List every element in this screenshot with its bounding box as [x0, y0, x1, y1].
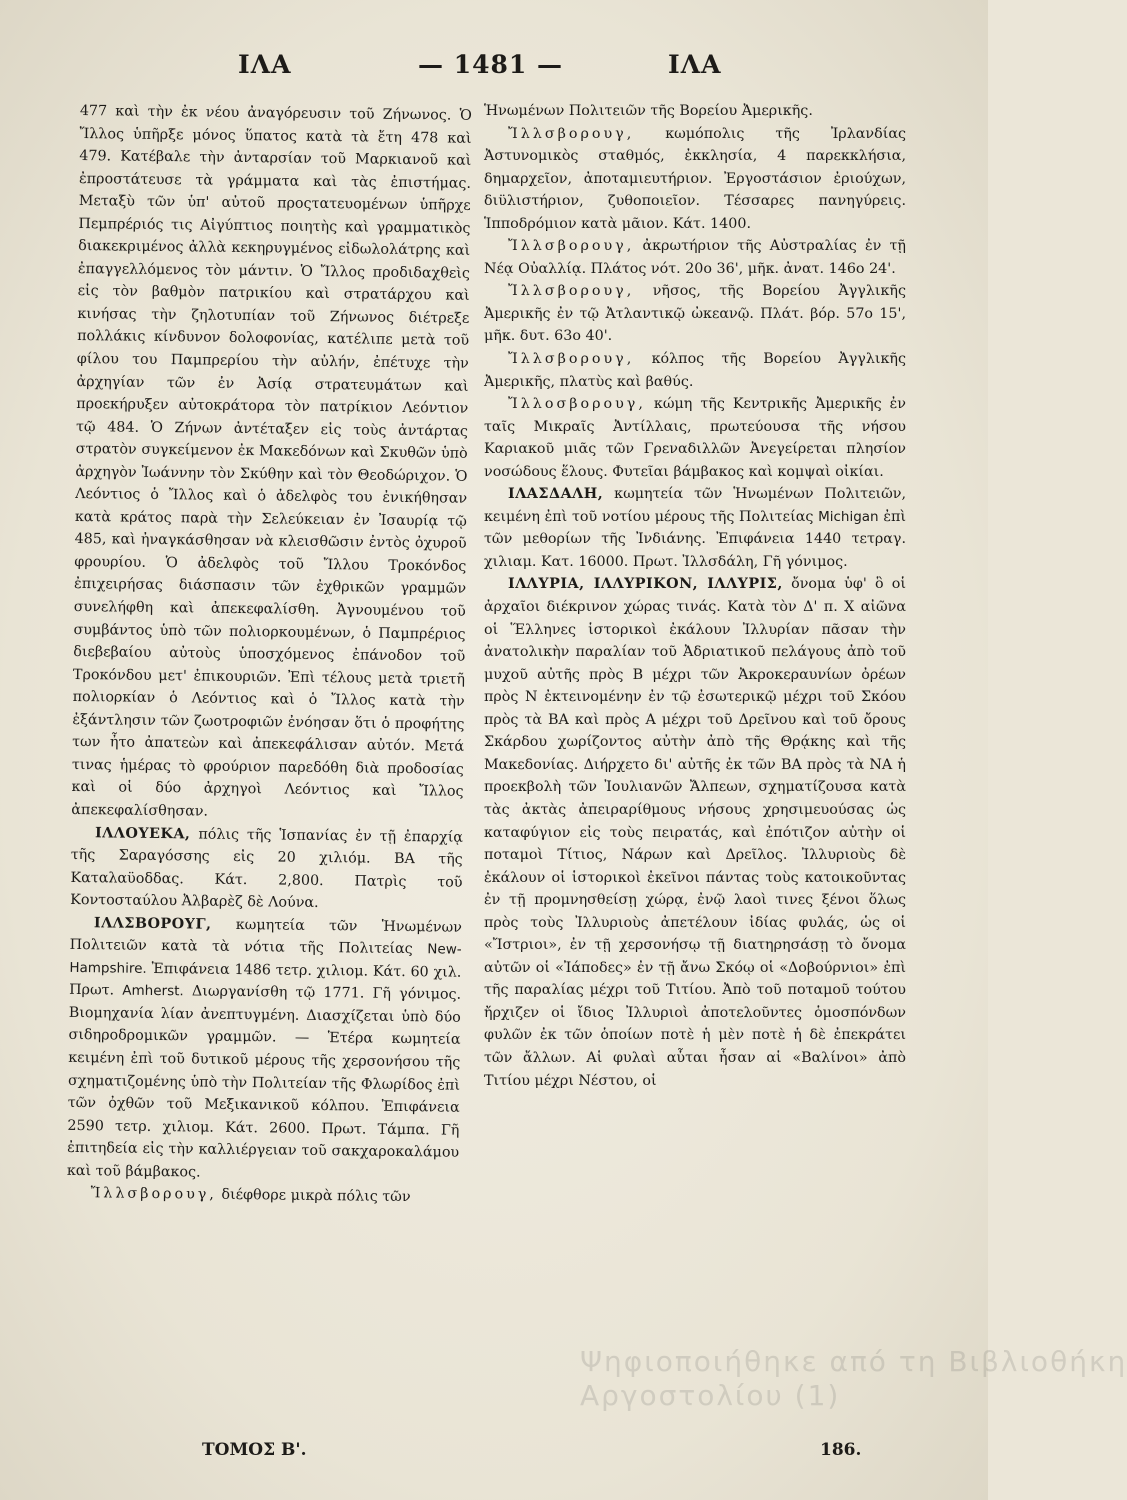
- entry-text: διέφθορε μικρὰ πόλις τῶν: [221, 1187, 411, 1206]
- entry-illsborough-ireland: [484, 123, 906, 236]
- latin-place-name: Michigan: [818, 508, 879, 525]
- headword: Ἴλλσβορουγ,: [508, 351, 635, 368]
- entry-text: Ἐπιφάνεια 1486 τετρ. χιλιομ. Κάτ. 60 χιλ. Πρωτ.: [69, 960, 462, 999]
- entry-illyria: [484, 573, 906, 1092]
- headword: Ἴλλσβορουγ,: [508, 125, 635, 142]
- entry-illos-continuation: 477 καὶ τὴν ἐκ νέου ἀναγόρευσιν τοῦ Ζήνωνος. Ὁ Ἴλλος ὑπῆρξε μόνος ὕπατος κατὰ τὰ ἔτη 478 καὶ 479. Κατέβαλε τὴν ἀνταρσίαν τοῦ Μαρκιανοῦ καὶ ἐπροστάτευσε τὰ γράμματα καὶ τὰς ἐπιστήμας. Μεταξὺ τῶν ὑπ' αὐτοῦ προςτατευομένων ὑπῆρχε Πεμπρέριός τις Αἰγύπτιος ποιητὴς καὶ γραμματικὸς διακεκριμένος ἀλλὰ κεκηρυγμένος εἰδωλολάτρης καὶ ἐπαγγελλόμενος τὸν μάντιν. Ὁ Ἴλλος προδιδαχθεὶς εἰς τὸν βαθμὸν πατρικίου καὶ στρατάρχου καὶ κινήσας τὴν ζηλοτυπίαν τοῦ Ζήνωνος διέτρεξε πολλάκις κίνδυνον δολοφονίας, κατέλιπε μετὰ τοῦ φίλου του Παμπρερίου τὴν αὐλήν, ἐπέτυχε τὴν ἀρχηγίαν τῶν ἐν Ἀσίᾳ στρατευμάτων καὶ προεκήρυξεν αὐτοκράτορα τὸν πατρίκιον Λεόντιον τῷ 484. Ὁ Ζήνων ἀντέταξεν εἰς τοὺς ἀντάρτας στρατὸν συγκείμενον ἐκ Μακεδόνων καὶ Σκυθῶν ὑπὸ ἀρχηγὸν Ἰωάννην τὸν Σκύθην καὶ τὸν Θεοδώριχον. Ὁ Λεόντιος ὁ Ἴλλος καὶ ὁ ἀδελφὸς του ἐνικήθησαν κατὰ κράτος παρὰ τὴν Σελεύκειαν ἐν Ἰσαυρίᾳ τῷ 485, καὶ ἠναγκάσθησαν νὰ κλεισθῶσιν ἐντὸς ὀχυροῦ φρουρίου. Ὁ ἀδελφὸς τοῦ Ἴλλου Τροκόνδος ἐπιχειρήσας διάσπασιν τῶν ἐχθρικῶν γραμμῶν συνελήφθη καὶ ἀπεκεφαλίσθη. Ἀγνουμένου τοῦ συμβάντος ὑπὸ τῶν πολιορκουμένων, ὁ Παμπρέριος διεβεβαίου αὐτοὺς ὑποσχόμενος ἐπάνοδον τοῦ Τροκόνδου μετ' ἐπικουριῶν. Ἐπὶ τέλους μετὰ τριετῆ πολιορκίαν ὁ Λεόντιος καὶ ὁ Ἴλλος κατὰ τὴν ἐξάντλησιν τῶν ζωοτροφιῶν ἐνόησαν ὅτι ὁ προφήτης των ἦτο ἀπατεὼν καὶ ἀπεκεφάλισαν αὐτόν. Μετά τινας ἡμέρας τὸ φρούριον παρεδόθη διὰ προδοσίας καὶ οἱ δύο ἀρχηγοὶ Λεόντιος καὶ Ἴλλος ἀπεκεφαλίσθησαν.: [71, 102, 472, 820]
- entry-text: κόλπος τῆς Βορείου Ἀγγλικῆς Ἀμερικῆς, πλατὺς καὶ βαθύς.: [484, 351, 907, 390]
- entry-text: κώμη τῆς Κεντρικῆς Ἀμερικῆς ἐν ταῖς Μικραῖς Ἀντίλλαις, πρωτεύουσα τῆς νήσου Καριακοῦ μιᾶς τῶν Γρεναδιλλῶν Ἀνεγείρεται πλησίον νοσώδους ἕλους. Φυτεῖαι βάμβακος καὶ κομψαὶ οἰκίαι.: [484, 396, 906, 480]
- entry-text: κωμητεία τῶν Ἡνωμένων Πολιτειῶν κατὰ τὰ νότια τῆς Πολιτείας: [69, 916, 463, 958]
- headword: Ἴλλσβορουγ,: [508, 283, 635, 300]
- entry-text: Διωργανίσθη τῷ 1771. Γῆ γόνιμος. Βιομηχανία λίαν ἀνεπτυγμένη. Διασχίζεται ὑπὸ δύο σιδηροδρομικῶν γραμμῶν. — Ἑτέρα κωμητεία κειμένη ἐπὶ τοῦ δυτικοῦ μέρους τῆς χερσονήσου τῆς σχηματιζομένης ὑπὸ τὴν Πολιτείαν τῆς Φλωρίδος ἐπὶ τῶν ὀχθῶν τοῦ Μεξικανικοῦ κόλπου. Ἐπιφάνεια 2590 τετρ. χιλιομ. Κάτ. 2600. Πρωτ. Τάμπα. Γῆ ἐπιτηδεία εἰς τὴν καλλιέργειαν τοῦ σακχαροκαλάμου καὶ τοῦ βάμβακος.: [66, 983, 462, 1181]
- headword: ΙΛΑΣΔΑΛΗ,: [508, 486, 604, 503]
- entry-text: ἀκρωτήριον τῆς Αὐστραλίας ἐν τῇ Νέᾳ Οὐαλλίᾳ. Πλάτος νότ. 20ο 36', μῆκ. ἀνατ. 146ο 24'.: [484, 238, 906, 277]
- volume-label: ΤΟΜΟΣ Β'.: [202, 1440, 307, 1460]
- signature-number: 186.: [820, 1440, 862, 1460]
- headword: Ἴλλοσβορουγ,: [508, 396, 646, 413]
- headword: ΙΛΛΟΥΕΚΑ,: [94, 824, 191, 842]
- headword: ΙΛΛΣΒΟΡΟΥΓ,: [93, 914, 212, 933]
- right-column: [484, 100, 906, 1092]
- entry-illsborough-town: [67, 1182, 459, 1209]
- page-number-header: — 1481 —: [418, 50, 563, 79]
- entry-text: πόλις τῆς Ἱσπανίας ἐν τῇ ἐπαρχίᾳ τῆς Σαραγόσσης εἰς 20 χιλιόμ. ΒΑ τῆς Καταλαϋοδδας. Κάτ. 2,800. Πατρὶς τοῦ Κοντοσταύλου Ἀλβαρὲζ δὲ Λούνα.: [70, 826, 464, 912]
- latin-place-name: Amherst.: [122, 982, 184, 1000]
- entry-text: κωμόπολις τῆς Ἰρλανδίας Ἀστυνομικὸς σταθμός, ἐκκλησία, 4 παρεκκλήσια, δημαρχεῖον, ἀποταμιευτήριον. Ἐργοστάσιον ἐριούχων, διϋλιστήριον, ζυθοποιεῖον. Τέσσαρες πανηγύρεις. Ἱπποδρόμιον κατὰ μᾶιον. Κάτ. 1400.: [484, 125, 906, 232]
- entry-illsborough-village: [484, 393, 906, 483]
- entry-text: ὄνομα ὑφ' ὃ οἱ ἀρχαῖοι διέκρινον χώρας τινάς. Κατὰ τὸν Δ' π. Χ αἰῶνα οἱ Ἕλληνες ἱστορικοὶ ἐκάλουν Ἰλλυρίαν πᾶσαν τὴν ἀνατολικὴν παραλίαν τοῦ Ἀδριατικοῦ πελάγους ἀπὸ τοῦ μυχοῦ αὐτῆς πρὸς Β μέχρι τῶν Ἀκροκεραυνίων ὀρέων πρὸς Ν ἐκτεινομένην ἐν τῷ ἐσωτερικῷ μέχρι τοῦ Σκόου πρὸς τὰ ΒΑ καὶ πρὸς Α μέχρι τοῦ Δρεῖνου καὶ τοῦ ὄρους Σκάρδου χωρίζοντος αὐτὴν ἀπὸ τῆς Θρᾴκης καὶ τῆς Μακεδονίας. Διήρχετο δι' αὐτῆς ἐκ τῶν ΒΑ πρὸς τὰ ΝΑ ἡ προεκβολὴ τῶν Ἰουλιανῶν Ἄλπεων, σχηματίζουσα κατὰ τὰς ἀκτὰς ἀπειραρίθμους νήσους χρησιμευούσας ὡς καταφύγιον εἰς τοὺς πειρατάς, καὶ ἐπότιζον αὐτὴν οἱ ποταμοὶ Τίτιος, Νάρων καὶ Δρεῖλος. Ἰλλυριοὺς δὲ ἐκάλουν οἱ ἱστορικοὶ ἐκεῖνοι πάντας τοὺς κατοικοῦντας ἐν τῇ προμνησθείσῃ χώρᾳ, ἐνῷ λαοὶ τινες ξένοι ὅλως πρὸς τοὺς Ἰλλυριοὺς ἀπετέλουν ἰδίας φυλάς, ὡς οἱ «Ἴστριοι», ἐν τῇ χερσονήσῳ τῇ διατηρησάσῃ τὸ ὄνομα αὐτῶν οἱ «Ἰάποδες» ἐν τῇ ἄνω Σκόῳ οἱ «Δοβούρνιοι» ἐπὶ τῆς παραλίας μέχρι τοῦ Τιτίου. Ἀπὸ τοῦ ποταμοῦ τούτου ἤρχιζεν οἱ ἴδιος Ἰλλυριοὶ ἀποτελοῦντες ὁμοσπόνδων φυλῶν ἐκ τῶν ὁποίων ποτὲ ἡ μὲν ποτὲ ἡ δὲ ἐπεκράτει τῶν ἄλλων. Αἱ φυλαὶ αὗται ἦσαν αἱ «Βαλίνοι» ἀπὸ Τιτίου μέχρι Νέστου, οἱ: [484, 576, 906, 1089]
- entry-text: κωμητεία τῶν Ἡνωμένων Πολιτειῶν, κειμένη ἐπὶ τοῦ νοτίου μέρους τῆς Πολιτείας: [484, 486, 906, 525]
- running-head-right: ΙΛΑ: [668, 50, 722, 79]
- entry-illsborough-bay: [484, 348, 906, 393]
- entry-continuation: Ἡνωμένων Πολιτειῶν τῆς Βορείου Ἀμερικῆς.: [484, 103, 813, 119]
- latin-place-name: New-Hampshire.: [69, 941, 462, 977]
- library-watermark: Ψηφιοποιήθηκε από τη Βιβλιοθήκη Αργοστολίου (1): [580, 1345, 1127, 1412]
- left-column: [67, 100, 472, 1210]
- running-head-left: ΙΛΑ: [238, 50, 292, 79]
- entry-illsborough-island: [484, 280, 906, 348]
- entry-text: ἐπὶ τῶν μεθορίων τῆς Ἰνδιάνης. Ἐπιφάνεια 1440 τετραγ. χιλιαμ. Κατ. 16000. Πρωτ. Ἰλλσδάλη, Γῆ γόνιμος.: [484, 508, 907, 570]
- headword: Ἴλλσβορουγ,: [90, 1185, 217, 1204]
- headword: Ἴλλσβορουγ,: [508, 238, 635, 255]
- entry-text: νῆσος, τῆς Βορείου Ἀγγλικῆς Ἀμερικῆς ἐν τῷ Ἀτλαντικῷ ὠκεανῷ. Πλάτ. βόρ. 57ο 15', μῆκ. δυτ. 63ο 40'.: [484, 283, 906, 345]
- entry-illsborough-cape: [484, 235, 906, 280]
- headword: ΙΛΛΥΡΙΑ, ΙΛΛΥΡΙΚΟΝ, ΙΛΛΥΡΙΣ,: [508, 576, 783, 593]
- entry-illsdale: [484, 483, 906, 573]
- entry-illsborough-county: [67, 912, 462, 1187]
- entry-illueka: [70, 821, 463, 916]
